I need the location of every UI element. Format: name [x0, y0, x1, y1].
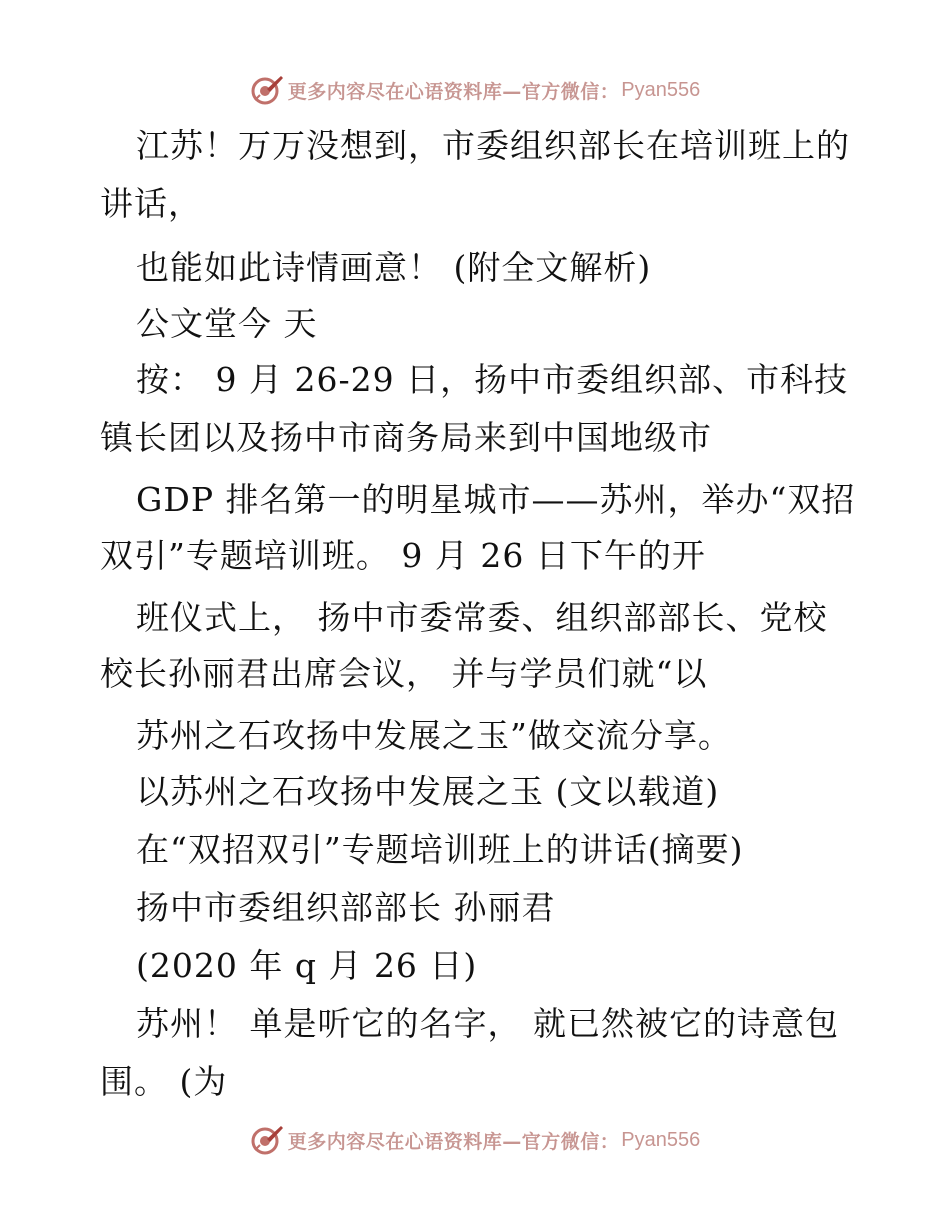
watermark-wechat-id: Pyan556	[621, 1128, 701, 1151]
pen-logo-icon	[250, 1123, 284, 1157]
text-line: 公文堂今 天	[136, 304, 318, 343]
text-line: 班仪式上， 扬中市委常委、组织部部长、党校	[136, 598, 828, 637]
text-line: 也能如此诗情画意！ (附全文解析)	[136, 248, 652, 287]
text-line: GDP 排名第一的明星城市——苏州，举办“双招	[136, 480, 856, 519]
text-line: 镇长团以及扬中市商务局来到中国地级市	[100, 418, 712, 457]
text-line: 双引”专题培训班。 9 月 26 日下午的开	[100, 536, 706, 575]
text-line: 校长孙丽君出席会议， 并与学员们就“以	[100, 654, 708, 693]
text-line: 苏州之石攻扬中发展之玉”做交流分享。	[136, 716, 732, 755]
text-line: 扬中市委组织部部长 孙丽君	[136, 888, 556, 927]
watermark-footer	[0, 1120, 950, 1160]
watermark-header	[0, 70, 950, 110]
pen-logo-icon	[250, 73, 284, 107]
watermark-wechat-id: Pyan556	[621, 78, 701, 101]
text-line: 江苏！万万没想到，市委组织部长在培训班上的	[136, 126, 850, 165]
text-line: 在“双招双引”专题培训班上的讲话(摘要)	[136, 830, 744, 869]
text-line: 围。 (为	[100, 1062, 228, 1101]
watermark-text: 更多内容尽在心语资料库—官方微信：	[287, 80, 620, 103]
text-line: (2020 年 q 月 26 日)	[136, 946, 478, 985]
text-line: 以苏州之石攻扬中发展之玉 (文以载道)	[136, 772, 720, 811]
text-line: 按： 9 月 26-29 日，扬中市委组织部、市科技	[136, 360, 849, 399]
text-line: 讲话，	[100, 184, 202, 223]
watermark-text: 更多内容尽在心语资料库—官方微信：	[287, 1130, 620, 1153]
text-line: 苏州！ 单是听它的名字， 就已然被它的诗意包	[136, 1004, 839, 1043]
